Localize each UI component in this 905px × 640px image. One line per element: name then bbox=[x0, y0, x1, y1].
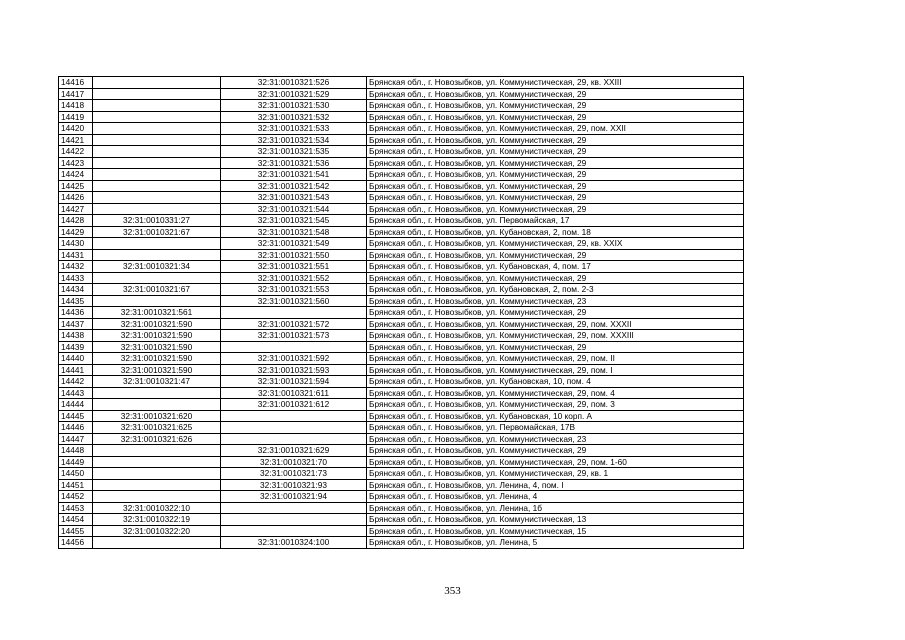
record-number-cell: 14451 bbox=[59, 479, 93, 491]
address-cell: Брянская обл., г. Новозыбков, ул. Коммунистическая, 29, кв. XXIX bbox=[367, 238, 744, 250]
previous-cadastral-number-cell bbox=[93, 249, 221, 261]
record-number-cell: 14445 bbox=[59, 410, 93, 422]
table-row bbox=[59, 169, 744, 181]
previous-cadastral-number-cell: 32:31:0010322:20 bbox=[93, 525, 221, 537]
record-number-cell: 14421 bbox=[59, 134, 93, 146]
record-number-cell: 14446 bbox=[59, 422, 93, 434]
register-table bbox=[58, 76, 744, 549]
previous-cadastral-number-cell bbox=[93, 456, 221, 468]
cadastral-number-cell: 32:31:0010321:612 bbox=[221, 399, 367, 411]
table-row bbox=[59, 157, 744, 169]
previous-cadastral-number-cell bbox=[93, 272, 221, 284]
table-row bbox=[59, 364, 744, 376]
cadastral-number-cell: 32:31:0010321:533 bbox=[221, 123, 367, 135]
record-number-cell: 14419 bbox=[59, 111, 93, 123]
address-cell: Брянская обл., г. Новозыбков, ул. Коммунистическая, 29 bbox=[367, 341, 744, 353]
address-cell: Брянская обл., г. Новозыбков, ул. Коммунистическая, 29, кв. 1 bbox=[367, 468, 744, 480]
table-row bbox=[59, 387, 744, 399]
cadastral-number-cell: 32:31:0010321:560 bbox=[221, 295, 367, 307]
cadastral-number-cell: 32:31:0010321:629 bbox=[221, 445, 367, 457]
address-cell: Брянская обл., г. Новозыбков, ул. Коммунистическая, 29 bbox=[367, 192, 744, 204]
previous-cadastral-number-cell bbox=[93, 445, 221, 457]
table-row bbox=[59, 226, 744, 238]
cadastral-number-cell: 32:31:0010321:594 bbox=[221, 376, 367, 388]
address-cell: Брянская обл., г. Новозыбков, ул. Коммунистическая, 29, кв. XXIII bbox=[367, 77, 744, 89]
previous-cadastral-number-cell: 32:31:0010321:590 bbox=[93, 364, 221, 376]
address-cell: Брянская обл., г. Новозыбков, ул. Коммунистическая, 29 bbox=[367, 88, 744, 100]
address-cell: Брянская обл., г. Новозыбков, ул. Ленина, 1б bbox=[367, 502, 744, 514]
previous-cadastral-number-cell: 32:31:0010321:34 bbox=[93, 261, 221, 273]
cadastral-number-cell bbox=[221, 433, 367, 445]
table-row bbox=[59, 295, 744, 307]
address-cell: Брянская обл., г. Новозыбков, ул. Коммунистическая, 29 bbox=[367, 134, 744, 146]
address-cell: Брянская обл., г. Новозыбков, ул. Коммунистическая, 29 bbox=[367, 180, 744, 192]
cadastral-number-cell: 32:31:0010321:548 bbox=[221, 226, 367, 238]
cadastral-number-cell: 32:31:0010321:94 bbox=[221, 491, 367, 503]
record-number-cell: 14416 bbox=[59, 77, 93, 89]
previous-cadastral-number-cell bbox=[93, 111, 221, 123]
address-cell: Брянская обл., г. Новозыбков, ул. Коммунистическая, 29 bbox=[367, 249, 744, 261]
address-cell: Брянская обл., г. Новозыбков, ул. Кубановская, 2, пом. 18 bbox=[367, 226, 744, 238]
address-cell: Брянская обл., г. Новозыбков, ул. Ленина, 4 bbox=[367, 491, 744, 503]
record-number-cell: 14448 bbox=[59, 445, 93, 457]
record-number-cell: 14417 bbox=[59, 88, 93, 100]
cadastral-number-cell: 32:31:0010321:536 bbox=[221, 157, 367, 169]
previous-cadastral-number-cell bbox=[93, 238, 221, 250]
address-cell: Брянская обл., г. Новозыбков, ул. Коммунистическая, 29 bbox=[367, 111, 744, 123]
record-number-cell: 14443 bbox=[59, 387, 93, 399]
cadastral-number-cell bbox=[221, 514, 367, 526]
page-number: 353 bbox=[444, 585, 461, 597]
record-number-cell: 14427 bbox=[59, 203, 93, 215]
table-row bbox=[59, 134, 744, 146]
address-cell: Брянская обл., г. Новозыбков, ул. Ленина, 4, пом. I bbox=[367, 479, 744, 491]
table-row bbox=[59, 468, 744, 480]
cadastral-number-cell: 32:31:0010321:592 bbox=[221, 353, 367, 365]
cadastral-number-cell: 32:31:0010321:530 bbox=[221, 100, 367, 112]
address-cell: Брянская обл., г. Новозыбков, ул. Коммунистическая, 29, пом. XXXIII bbox=[367, 330, 744, 342]
cadastral-number-cell: 32:31:0010321:542 bbox=[221, 180, 367, 192]
address-cell: Брянская обл., г. Новозыбков, ул. Коммунистическая, 29 bbox=[367, 100, 744, 112]
cadastral-number-cell bbox=[221, 410, 367, 422]
table-row bbox=[59, 330, 744, 342]
table-row bbox=[59, 353, 744, 365]
cadastral-number-cell: 32:31:0010321:593 bbox=[221, 364, 367, 376]
cadastral-number-cell: 32:31:0010321:541 bbox=[221, 169, 367, 181]
previous-cadastral-number-cell: 32:31:0010321:67 bbox=[93, 226, 221, 238]
previous-cadastral-number-cell bbox=[93, 387, 221, 399]
record-number-cell: 14428 bbox=[59, 215, 93, 227]
table-row bbox=[59, 111, 744, 123]
address-cell: Брянская обл., г. Новозыбков, ул. Первомайская, 17В bbox=[367, 422, 744, 434]
address-cell: Брянская обл., г. Новозыбков, ул. Коммунистическая, 23 bbox=[367, 433, 744, 445]
previous-cadastral-number-cell bbox=[93, 479, 221, 491]
previous-cadastral-number-cell: 32:31:0010322:10 bbox=[93, 502, 221, 514]
address-cell: Брянская обл., г. Новозыбков, ул. Коммунистическая, 29, пом. II bbox=[367, 353, 744, 365]
record-number-cell: 14432 bbox=[59, 261, 93, 273]
record-number-cell: 14444 bbox=[59, 399, 93, 411]
cadastral-number-cell bbox=[221, 502, 367, 514]
address-cell: Брянская обл., г. Новозыбков, ул. Первомайская, 17 bbox=[367, 215, 744, 227]
table-row bbox=[59, 376, 744, 388]
table-row bbox=[59, 146, 744, 158]
cadastral-number-cell: 32:31:0010321:552 bbox=[221, 272, 367, 284]
cadastral-number-cell: 32:31:0010321:551 bbox=[221, 261, 367, 273]
previous-cadastral-number-cell bbox=[93, 537, 221, 549]
previous-cadastral-number-cell bbox=[93, 88, 221, 100]
record-number-cell: 14436 bbox=[59, 307, 93, 319]
record-number-cell: 14431 bbox=[59, 249, 93, 261]
record-number-cell: 14449 bbox=[59, 456, 93, 468]
cadastral-number-cell: 32:31:0010321:529 bbox=[221, 88, 367, 100]
record-number-cell: 14433 bbox=[59, 272, 93, 284]
table-row bbox=[59, 456, 744, 468]
cadastral-number-cell: 32:31:0010321:545 bbox=[221, 215, 367, 227]
table-row bbox=[59, 88, 744, 100]
cadastral-number-cell bbox=[221, 525, 367, 537]
table-row bbox=[59, 445, 744, 457]
table-row bbox=[59, 525, 744, 537]
record-number-cell: 14440 bbox=[59, 353, 93, 365]
cadastral-number-cell bbox=[221, 422, 367, 434]
cadastral-number-cell: 32:31:0010321:549 bbox=[221, 238, 367, 250]
previous-cadastral-number-cell bbox=[93, 169, 221, 181]
previous-cadastral-number-cell bbox=[93, 399, 221, 411]
record-number-cell: 14429 bbox=[59, 226, 93, 238]
table-row bbox=[59, 284, 744, 296]
cadastral-number-cell: 32:31:0010321:543 bbox=[221, 192, 367, 204]
previous-cadastral-number-cell bbox=[93, 100, 221, 112]
address-cell: Брянская обл., г. Новозыбков, ул. Коммунистическая, 29 bbox=[367, 157, 744, 169]
address-cell: Брянская обл., г. Новозыбков, ул. Ленина, 5 bbox=[367, 537, 744, 549]
record-number-cell: 14434 bbox=[59, 284, 93, 296]
address-cell: Брянская обл., г. Новозыбков, ул. Кубановская, 10 корп. А bbox=[367, 410, 744, 422]
address-cell: Брянская обл., г. Новозыбков, ул. Коммунистическая, 29, пом. 4 bbox=[367, 387, 744, 399]
record-number-cell: 14423 bbox=[59, 157, 93, 169]
record-number-cell: 14441 bbox=[59, 364, 93, 376]
table-row bbox=[59, 318, 744, 330]
cadastral-number-cell bbox=[221, 341, 367, 353]
address-cell: Брянская обл., г. Новозыбков, ул. Коммунистическая, 29, пом. I bbox=[367, 364, 744, 376]
record-number-cell: 14430 bbox=[59, 238, 93, 250]
cadastral-number-cell: 32:31:0010321:70 bbox=[221, 456, 367, 468]
table-row bbox=[59, 537, 744, 549]
cadastral-number-cell: 32:31:0010321:544 bbox=[221, 203, 367, 215]
record-number-cell: 14437 bbox=[59, 318, 93, 330]
record-number-cell: 14420 bbox=[59, 123, 93, 135]
address-cell: Брянская обл., г. Новозыбков, ул. Коммунистическая, 29 bbox=[367, 272, 744, 284]
record-number-cell: 14439 bbox=[59, 341, 93, 353]
table-row bbox=[59, 215, 744, 227]
address-cell: Брянская обл., г. Новозыбков, ул. Коммунистическая, 29, пом. XXII bbox=[367, 123, 744, 135]
previous-cadastral-number-cell: 32:31:0010321:67 bbox=[93, 284, 221, 296]
record-number-cell: 14438 bbox=[59, 330, 93, 342]
table-row bbox=[59, 341, 744, 353]
previous-cadastral-number-cell bbox=[93, 157, 221, 169]
cadastral-number-cell: 32:31:0010321:535 bbox=[221, 146, 367, 158]
previous-cadastral-number-cell: 32:31:0010331:27 bbox=[93, 215, 221, 227]
address-cell: Брянская обл., г. Новозыбков, ул. Коммунистическая, 29 bbox=[367, 203, 744, 215]
cadastral-number-cell: 32:31:0010321:553 bbox=[221, 284, 367, 296]
cadastral-number-cell: 32:31:0010321:532 bbox=[221, 111, 367, 123]
address-cell: Брянская обл., г. Новозыбков, ул. Коммунистическая, 29, пом. XXXII bbox=[367, 318, 744, 330]
cadastral-number-cell: 32:31:0010321:534 bbox=[221, 134, 367, 146]
record-number-cell: 14455 bbox=[59, 525, 93, 537]
table-row bbox=[59, 514, 744, 526]
table-row bbox=[59, 479, 744, 491]
table-row bbox=[59, 238, 744, 250]
table-row bbox=[59, 100, 744, 112]
previous-cadastral-number-cell: 32:31:0010321:625 bbox=[93, 422, 221, 434]
previous-cadastral-number-cell bbox=[93, 134, 221, 146]
table-row bbox=[59, 491, 744, 503]
cadastral-number-cell: 32:31:0010321:611 bbox=[221, 387, 367, 399]
table-row bbox=[59, 307, 744, 319]
previous-cadastral-number-cell: 32:31:0010321:590 bbox=[93, 341, 221, 353]
table-row bbox=[59, 261, 744, 273]
address-cell: Брянская обл., г. Новозыбков, ул. Коммунистическая, 15 bbox=[367, 525, 744, 537]
table-row bbox=[59, 77, 744, 89]
address-cell: Брянская обл., г. Новозыбков, ул. Коммунистическая, 23 bbox=[367, 295, 744, 307]
previous-cadastral-number-cell bbox=[93, 123, 221, 135]
previous-cadastral-number-cell: 32:31:0010321:590 bbox=[93, 330, 221, 342]
table-row bbox=[59, 433, 744, 445]
address-cell: Брянская обл., г. Новозыбков, ул. Коммунистическая, 29 bbox=[367, 146, 744, 158]
record-number-cell: 14424 bbox=[59, 169, 93, 181]
previous-cadastral-number-cell bbox=[93, 491, 221, 503]
cadastral-number-cell: 32:31:0010321:572 bbox=[221, 318, 367, 330]
previous-cadastral-number-cell: 32:31:0010321:590 bbox=[93, 318, 221, 330]
previous-cadastral-number-cell: 32:31:0010322:19 bbox=[93, 514, 221, 526]
previous-cadastral-number-cell bbox=[93, 295, 221, 307]
previous-cadastral-number-cell bbox=[93, 180, 221, 192]
cadastral-number-cell: 32:31:0010321:526 bbox=[221, 77, 367, 89]
previous-cadastral-number-cell bbox=[93, 468, 221, 480]
record-number-cell: 14426 bbox=[59, 192, 93, 204]
table-row bbox=[59, 123, 744, 135]
previous-cadastral-number-cell bbox=[93, 146, 221, 158]
address-cell: Брянская обл., г. Новозыбков, ул. Коммунистическая, 29, пом. 1-60 bbox=[367, 456, 744, 468]
address-cell: Брянская обл., г. Новозыбков, ул. Коммунистическая, 29, пом. 3 bbox=[367, 399, 744, 411]
record-number-cell: 14447 bbox=[59, 433, 93, 445]
cadastral-number-cell: 32:31:0010324:100 bbox=[221, 537, 367, 549]
record-number-cell: 14454 bbox=[59, 514, 93, 526]
previous-cadastral-number-cell: 32:31:0010321:626 bbox=[93, 433, 221, 445]
cadastral-number-cell: 32:31:0010321:93 bbox=[221, 479, 367, 491]
table-row bbox=[59, 192, 744, 204]
table-row bbox=[59, 180, 744, 192]
record-number-cell: 14422 bbox=[59, 146, 93, 158]
previous-cadastral-number-cell: 32:31:0010321:590 bbox=[93, 353, 221, 365]
address-cell: Брянская обл., г. Новозыбков, ул. Коммунистическая, 29 bbox=[367, 307, 744, 319]
record-number-cell: 14435 bbox=[59, 295, 93, 307]
record-number-cell: 14452 bbox=[59, 491, 93, 503]
record-number-cell: 14450 bbox=[59, 468, 93, 480]
cadastral-number-cell bbox=[221, 307, 367, 319]
record-number-cell: 14442 bbox=[59, 376, 93, 388]
table-row bbox=[59, 410, 744, 422]
address-cell: Брянская обл., г. Новозыбков, ул. Коммунистическая, 29 bbox=[367, 445, 744, 457]
table-row bbox=[59, 422, 744, 434]
address-cell: Брянская обл., г. Новозыбков, ул. Кубановская, 4, пом. 17 bbox=[367, 261, 744, 273]
register-table-body bbox=[59, 77, 744, 549]
address-cell: Брянская обл., г. Новозыбков, ул. Коммунистическая, 13 bbox=[367, 514, 744, 526]
cadastral-number-cell: 32:31:0010321:73 bbox=[221, 468, 367, 480]
previous-cadastral-number-cell bbox=[93, 203, 221, 215]
table-row bbox=[59, 272, 744, 284]
record-number-cell: 14456 bbox=[59, 537, 93, 549]
previous-cadastral-number-cell: 32:31:0010321:47 bbox=[93, 376, 221, 388]
cadastral-number-cell: 32:31:0010321:550 bbox=[221, 249, 367, 261]
address-cell: Брянская обл., г. Новозыбков, ул. Кубановская, 2, пом. 2-3 bbox=[367, 284, 744, 296]
record-number-cell: 14418 bbox=[59, 100, 93, 112]
previous-cadastral-number-cell bbox=[93, 77, 221, 89]
table-row bbox=[59, 249, 744, 261]
previous-cadastral-number-cell bbox=[93, 192, 221, 204]
address-cell: Брянская обл., г. Новозыбков, ул. Коммунистическая, 29 bbox=[367, 169, 744, 181]
record-number-cell: 14453 bbox=[59, 502, 93, 514]
previous-cadastral-number-cell: 32:31:0010321:620 bbox=[93, 410, 221, 422]
table-row bbox=[59, 502, 744, 514]
cadastral-number-cell: 32:31:0010321:573 bbox=[221, 330, 367, 342]
previous-cadastral-number-cell: 32:31:0010321:561 bbox=[93, 307, 221, 319]
record-number-cell: 14425 bbox=[59, 180, 93, 192]
table-row bbox=[59, 399, 744, 411]
address-cell: Брянская обл., г. Новозыбков, ул. Кубановская, 10, пом. 4 bbox=[367, 376, 744, 388]
table-row bbox=[59, 203, 744, 215]
